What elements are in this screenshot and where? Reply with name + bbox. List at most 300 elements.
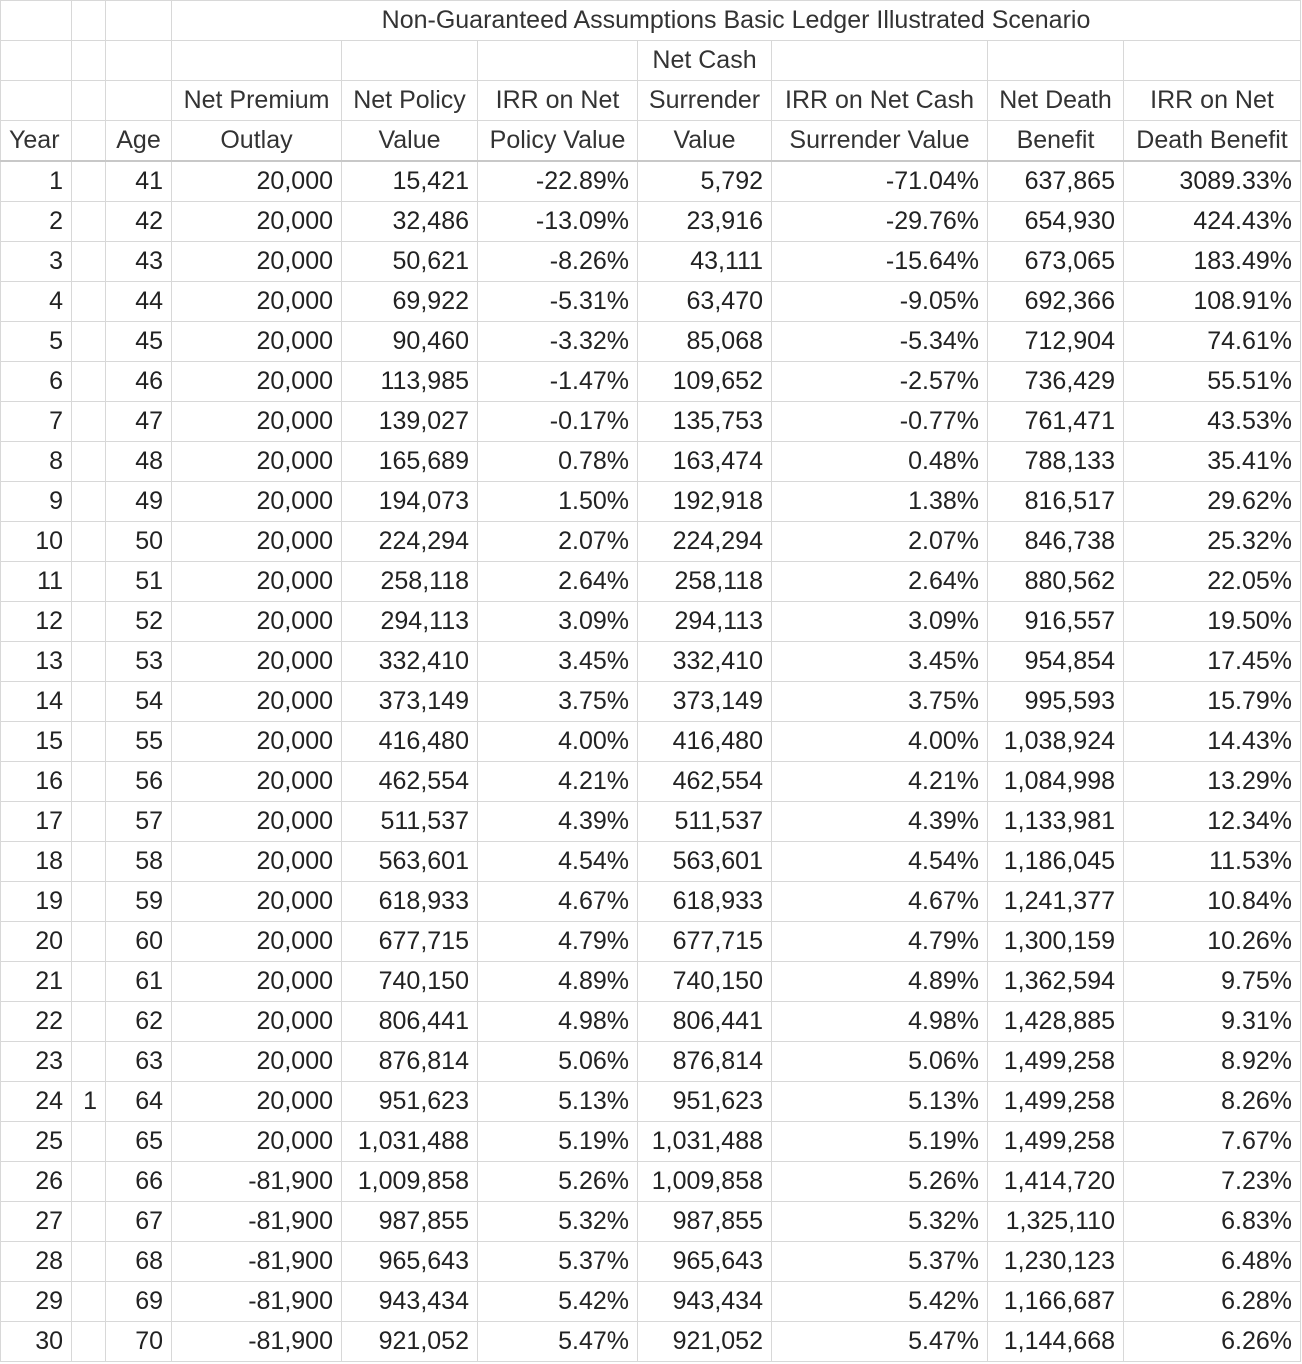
cell-net-policy-value[interactable]: 416,480 <box>342 722 478 762</box>
cell-irr-policy-value[interactable]: 3.75% <box>478 682 638 722</box>
cell-age[interactable]: 68 <box>106 1242 172 1282</box>
cell-irr-cash-surrender[interactable]: -15.64% <box>772 242 988 282</box>
cell-irr-cash-surrender[interactable]: -29.76% <box>772 202 988 242</box>
cell-year[interactable]: 8 <box>1 442 72 482</box>
cell-irr-policy-value[interactable]: 4.98% <box>478 1002 638 1042</box>
cell-net-premium[interactable]: 20,000 <box>172 282 342 322</box>
cell-irr-policy-value[interactable]: 4.89% <box>478 962 638 1002</box>
cell-irr-policy-value[interactable]: -0.17% <box>478 402 638 442</box>
cell-irr-policy-value[interactable]: -1.47% <box>478 362 638 402</box>
cell-irr-policy-value[interactable]: -8.26% <box>478 242 638 282</box>
cell-flag[interactable] <box>72 522 106 562</box>
cell-net-policy-value[interactable]: 677,715 <box>342 922 478 962</box>
cell-irr-cash-surrender[interactable]: 2.64% <box>772 562 988 602</box>
cell-irr-policy-value[interactable]: 5.37% <box>478 1242 638 1282</box>
cell-age[interactable]: 48 <box>106 442 172 482</box>
cell-net-cash-surrender[interactable]: 462,554 <box>638 762 772 802</box>
cell-net-cash-surrender[interactable]: 987,855 <box>638 1202 772 1242</box>
cell-net-death-benefit[interactable]: 1,325,110 <box>988 1202 1124 1242</box>
cell-age[interactable]: 60 <box>106 922 172 962</box>
cell-net-policy-value[interactable]: 139,027 <box>342 402 478 442</box>
cell-net-cash-surrender[interactable]: 563,601 <box>638 842 772 882</box>
cell-flag[interactable] <box>72 402 106 442</box>
cell[interactable] <box>106 41 172 81</box>
cell-irr-death-benefit[interactable]: 183.49% <box>1124 242 1301 282</box>
cell[interactable] <box>172 41 342 81</box>
cell-irr-cash-surrender[interactable]: -5.34% <box>772 322 988 362</box>
cell-net-cash-surrender[interactable]: 135,753 <box>638 402 772 442</box>
cell-net-death-benefit[interactable]: 1,241,377 <box>988 882 1124 922</box>
cell-net-cash-surrender[interactable]: 43,111 <box>638 242 772 282</box>
header-irr-policy-2[interactable]: Policy Value <box>478 121 638 162</box>
cell-net-death-benefit[interactable]: 654,930 <box>988 202 1124 242</box>
cell-age[interactable]: 63 <box>106 1042 172 1082</box>
cell-year[interactable]: 21 <box>1 962 72 1002</box>
cell-irr-cash-surrender[interactable]: 4.39% <box>772 802 988 842</box>
cell-net-policy-value[interactable]: 224,294 <box>342 522 478 562</box>
cell[interactable] <box>1124 41 1301 81</box>
cell-irr-death-benefit[interactable]: 9.75% <box>1124 962 1301 1002</box>
cell-net-death-benefit[interactable]: 1,362,594 <box>988 962 1124 1002</box>
cell-flag[interactable] <box>72 562 106 602</box>
cell-net-cash-surrender[interactable]: 921,052 <box>638 1322 772 1362</box>
cell-irr-policy-value[interactable]: 2.64% <box>478 562 638 602</box>
cell-net-death-benefit[interactable]: 736,429 <box>988 362 1124 402</box>
cell-age[interactable]: 65 <box>106 1122 172 1162</box>
cell-net-cash-surrender[interactable]: 109,652 <box>638 362 772 402</box>
cell-year[interactable]: 1 <box>1 161 72 202</box>
cell-irr-cash-surrender[interactable]: 5.19% <box>772 1122 988 1162</box>
cell-net-policy-value[interactable]: 943,434 <box>342 1282 478 1322</box>
cell-irr-death-benefit[interactable]: 17.45% <box>1124 642 1301 682</box>
cell-flag[interactable] <box>72 1002 106 1042</box>
cell-irr-cash-surrender[interactable]: -0.77% <box>772 402 988 442</box>
cell-year[interactable]: 27 <box>1 1202 72 1242</box>
cell-irr-death-benefit[interactable]: 7.23% <box>1124 1162 1301 1202</box>
cell-flag[interactable] <box>72 922 106 962</box>
cell-net-death-benefit[interactable]: 1,230,123 <box>988 1242 1124 1282</box>
cell-flag[interactable] <box>72 282 106 322</box>
cell-net-premium[interactable]: 20,000 <box>172 682 342 722</box>
cell-age[interactable]: 41 <box>106 161 172 202</box>
cell-flag[interactable] <box>72 1202 106 1242</box>
cell-net-premium[interactable]: 20,000 <box>172 842 342 882</box>
cell-irr-policy-value[interactable]: 4.21% <box>478 762 638 802</box>
header-irr-cash-1[interactable]: IRR on Net Cash <box>772 81 988 121</box>
cell-net-premium[interactable]: -81,900 <box>172 1282 342 1322</box>
cell-irr-policy-value[interactable]: 3.09% <box>478 602 638 642</box>
cell-flag[interactable] <box>72 482 106 522</box>
cell-irr-policy-value[interactable]: 4.54% <box>478 842 638 882</box>
cell-flag[interactable] <box>72 802 106 842</box>
cell[interactable] <box>106 1 172 41</box>
cell-year[interactable]: 13 <box>1 642 72 682</box>
cell-age[interactable]: 51 <box>106 562 172 602</box>
cell-net-premium[interactable]: 20,000 <box>172 722 342 762</box>
cell-net-cash-surrender[interactable]: 294,113 <box>638 602 772 642</box>
cell[interactable] <box>106 81 172 121</box>
cell-flag[interactable] <box>72 1162 106 1202</box>
cell-net-policy-value[interactable]: 50,621 <box>342 242 478 282</box>
cell-irr-death-benefit[interactable]: 13.29% <box>1124 762 1301 802</box>
cell-year[interactable]: 10 <box>1 522 72 562</box>
cell-net-premium[interactable]: 20,000 <box>172 1082 342 1122</box>
cell-net-premium[interactable]: 20,000 <box>172 442 342 482</box>
cell-net-policy-value[interactable]: 332,410 <box>342 642 478 682</box>
cell-net-premium[interactable]: 20,000 <box>172 242 342 282</box>
cell-net-policy-value[interactable]: 951,623 <box>342 1082 478 1122</box>
cell-irr-death-benefit[interactable]: 11.53% <box>1124 842 1301 882</box>
cell-net-cash-surrender[interactable]: 943,434 <box>638 1282 772 1322</box>
cell-net-policy-value[interactable]: 921,052 <box>342 1322 478 1362</box>
cell-net-death-benefit[interactable]: 673,065 <box>988 242 1124 282</box>
cell-year[interactable]: 25 <box>1 1122 72 1162</box>
cell-age[interactable]: 67 <box>106 1202 172 1242</box>
cell[interactable] <box>72 1 106 41</box>
cell-net-policy-value[interactable]: 113,985 <box>342 362 478 402</box>
cell-net-premium[interactable]: 20,000 <box>172 202 342 242</box>
cell-irr-policy-value[interactable]: 4.79% <box>478 922 638 962</box>
cell-net-policy-value[interactable]: 876,814 <box>342 1042 478 1082</box>
cell-irr-death-benefit[interactable]: 29.62% <box>1124 482 1301 522</box>
cell-net-death-benefit[interactable]: 1,414,720 <box>988 1162 1124 1202</box>
cell-net-cash-surrender[interactable]: 1,009,858 <box>638 1162 772 1202</box>
cell-irr-cash-surrender[interactable]: 5.26% <box>772 1162 988 1202</box>
header-irr-death-2[interactable]: Death Benefit <box>1124 121 1301 162</box>
cell-net-cash-surrender[interactable]: 1,031,488 <box>638 1122 772 1162</box>
cell-net-cash-surrender[interactable]: 806,441 <box>638 1002 772 1042</box>
header-net-premium-1[interactable]: Net Premium <box>172 81 342 121</box>
cell-age[interactable]: 42 <box>106 202 172 242</box>
cell-net-premium[interactable]: 20,000 <box>172 1122 342 1162</box>
cell-net-policy-value[interactable]: 32,486 <box>342 202 478 242</box>
cell-year[interactable]: 20 <box>1 922 72 962</box>
cell-irr-death-benefit[interactable]: 55.51% <box>1124 362 1301 402</box>
cell-net-premium[interactable]: 20,000 <box>172 1002 342 1042</box>
cell-net-death-benefit[interactable]: 1,499,258 <box>988 1122 1124 1162</box>
cell-irr-death-benefit[interactable]: 6.26% <box>1124 1322 1301 1362</box>
cell-age[interactable]: 55 <box>106 722 172 762</box>
cell[interactable] <box>72 121 106 162</box>
cell-net-cash-surrender[interactable]: 63,470 <box>638 282 772 322</box>
cell-net-cash-surrender[interactable]: 951,623 <box>638 1082 772 1122</box>
cell-flag[interactable] <box>72 202 106 242</box>
cell-irr-cash-surrender[interactable]: 4.00% <box>772 722 988 762</box>
cell-net-cash-surrender[interactable]: 332,410 <box>638 642 772 682</box>
cell-year[interactable]: 11 <box>1 562 72 602</box>
cell-year[interactable]: 4 <box>1 282 72 322</box>
cell-irr-cash-surrender[interactable]: 5.47% <box>772 1322 988 1362</box>
cell-net-cash-surrender[interactable]: 740,150 <box>638 962 772 1002</box>
cell-irr-death-benefit[interactable]: 74.61% <box>1124 322 1301 362</box>
cell-irr-policy-value[interactable]: 3.45% <box>478 642 638 682</box>
cell-net-death-benefit[interactable]: 692,366 <box>988 282 1124 322</box>
cell-irr-policy-value[interactable]: 5.19% <box>478 1122 638 1162</box>
cell-irr-policy-value[interactable]: 0.78% <box>478 442 638 482</box>
cell-irr-death-benefit[interactable]: 3089.33% <box>1124 161 1301 202</box>
cell-flag[interactable] <box>72 882 106 922</box>
cell-irr-death-benefit[interactable]: 424.43% <box>1124 202 1301 242</box>
cell-age[interactable]: 47 <box>106 402 172 442</box>
cell-age[interactable]: 49 <box>106 482 172 522</box>
cell-net-premium[interactable]: 20,000 <box>172 962 342 1002</box>
cell-net-policy-value[interactable]: 740,150 <box>342 962 478 1002</box>
cell-net-death-benefit[interactable]: 1,133,981 <box>988 802 1124 842</box>
cell-irr-cash-surrender[interactable]: 4.79% <box>772 922 988 962</box>
cell-net-death-benefit[interactable]: 916,557 <box>988 602 1124 642</box>
cell-net-cash-surrender[interactable]: 163,474 <box>638 442 772 482</box>
cell-irr-cash-surrender[interactable]: 3.75% <box>772 682 988 722</box>
cell-year[interactable]: 24 <box>1 1082 72 1122</box>
cell-net-policy-value[interactable]: 373,149 <box>342 682 478 722</box>
cell-year[interactable]: 5 <box>1 322 72 362</box>
cell-age[interactable]: 58 <box>106 842 172 882</box>
header-net-premium-2[interactable]: Outlay <box>172 121 342 162</box>
cell-net-cash-surrender[interactable]: 23,916 <box>638 202 772 242</box>
cell-net-death-benefit[interactable]: 1,186,045 <box>988 842 1124 882</box>
cell[interactable] <box>1 81 72 121</box>
cell-net-policy-value[interactable]: 618,933 <box>342 882 478 922</box>
cell-irr-cash-surrender[interactable]: 4.89% <box>772 962 988 1002</box>
header-irr-death-1[interactable]: IRR on Net <box>1124 81 1301 121</box>
cell-irr-death-benefit[interactable]: 10.26% <box>1124 922 1301 962</box>
cell-irr-cash-surrender[interactable]: 2.07% <box>772 522 988 562</box>
cell-irr-cash-surrender[interactable]: 4.54% <box>772 842 988 882</box>
cell-net-death-benefit[interactable]: 995,593 <box>988 682 1124 722</box>
cell-net-death-benefit[interactable]: 954,854 <box>988 642 1124 682</box>
cell-net-death-benefit[interactable]: 1,166,687 <box>988 1282 1124 1322</box>
cell-net-premium[interactable]: -81,900 <box>172 1162 342 1202</box>
cell-flag[interactable] <box>72 161 106 202</box>
cell-age[interactable]: 54 <box>106 682 172 722</box>
cell-year[interactable]: 18 <box>1 842 72 882</box>
cell-irr-death-benefit[interactable]: 10.84% <box>1124 882 1301 922</box>
cell-net-death-benefit[interactable]: 1,038,924 <box>988 722 1124 762</box>
cell-net-death-benefit[interactable]: 1,499,258 <box>988 1082 1124 1122</box>
cell-year[interactable]: 26 <box>1 1162 72 1202</box>
cell-irr-policy-value[interactable]: 2.07% <box>478 522 638 562</box>
cell-irr-policy-value[interactable]: 4.39% <box>478 802 638 842</box>
cell-net-policy-value[interactable]: 258,118 <box>342 562 478 602</box>
cell-flag[interactable] <box>72 642 106 682</box>
cell-irr-policy-value[interactable]: 5.13% <box>478 1082 638 1122</box>
cell-flag[interactable] <box>72 1322 106 1362</box>
cell-irr-policy-value[interactable]: 5.47% <box>478 1322 638 1362</box>
cell-flag[interactable] <box>72 602 106 642</box>
cell-age[interactable]: 53 <box>106 642 172 682</box>
cell-net-cash-surrender[interactable]: 5,792 <box>638 161 772 202</box>
cell-net-policy-value[interactable]: 965,643 <box>342 1242 478 1282</box>
cell-net-policy-value[interactable]: 194,073 <box>342 482 478 522</box>
cell-net-death-benefit[interactable]: 880,562 <box>988 562 1124 602</box>
cell-flag[interactable] <box>72 962 106 1002</box>
cell-net-policy-value[interactable]: 563,601 <box>342 842 478 882</box>
cell-age[interactable]: 70 <box>106 1322 172 1362</box>
cell-irr-policy-value[interactable]: 5.26% <box>478 1162 638 1202</box>
cell-year[interactable]: 28 <box>1 1242 72 1282</box>
header-net-cash-3[interactable]: Value <box>638 121 772 162</box>
cell-irr-death-benefit[interactable]: 14.43% <box>1124 722 1301 762</box>
cell-irr-death-benefit[interactable]: 7.67% <box>1124 1122 1301 1162</box>
cell-irr-cash-surrender[interactable]: 5.37% <box>772 1242 988 1282</box>
cell-flag[interactable] <box>72 322 106 362</box>
cell-age[interactable]: 52 <box>106 602 172 642</box>
cell-age[interactable]: 50 <box>106 522 172 562</box>
cell-irr-policy-value[interactable]: 5.32% <box>478 1202 638 1242</box>
cell-flag[interactable] <box>72 762 106 802</box>
cell-age[interactable]: 56 <box>106 762 172 802</box>
cell-net-cash-surrender[interactable]: 677,715 <box>638 922 772 962</box>
cell-irr-cash-surrender[interactable]: 3.45% <box>772 642 988 682</box>
cell-flag[interactable] <box>72 1282 106 1322</box>
cell-net-death-benefit[interactable]: 1,084,998 <box>988 762 1124 802</box>
cell-net-cash-surrender[interactable]: 965,643 <box>638 1242 772 1282</box>
cell-irr-policy-value[interactable]: -3.32% <box>478 322 638 362</box>
cell-year[interactable]: 6 <box>1 362 72 402</box>
cell-flag[interactable] <box>72 1042 106 1082</box>
cell-net-death-benefit[interactable]: 788,133 <box>988 442 1124 482</box>
cell-net-death-benefit[interactable]: 1,428,885 <box>988 1002 1124 1042</box>
cell-net-policy-value[interactable]: 294,113 <box>342 602 478 642</box>
cell-age[interactable]: 61 <box>106 962 172 1002</box>
cell-net-cash-surrender[interactable]: 85,068 <box>638 322 772 362</box>
cell-net-premium[interactable]: 20,000 <box>172 322 342 362</box>
cell-irr-policy-value[interactable]: -22.89% <box>478 161 638 202</box>
cell[interactable] <box>1 41 72 81</box>
cell-irr-policy-value[interactable]: 4.67% <box>478 882 638 922</box>
header-net-policy-1[interactable]: Net Policy <box>342 81 478 121</box>
cell-irr-cash-surrender[interactable]: 5.13% <box>772 1082 988 1122</box>
cell-irr-policy-value[interactable]: -13.09% <box>478 202 638 242</box>
cell-irr-death-benefit[interactable]: 25.32% <box>1124 522 1301 562</box>
cell-net-policy-value[interactable]: 806,441 <box>342 1002 478 1042</box>
cell-year[interactable]: 14 <box>1 682 72 722</box>
cell[interactable] <box>72 41 106 81</box>
cell-age[interactable]: 44 <box>106 282 172 322</box>
cell-net-premium[interactable]: 20,000 <box>172 1042 342 1082</box>
cell-year[interactable]: 29 <box>1 1282 72 1322</box>
cell-net-premium[interactable]: 20,000 <box>172 402 342 442</box>
cell-net-cash-surrender[interactable]: 192,918 <box>638 482 772 522</box>
cell-flag[interactable]: 1 <box>72 1082 106 1122</box>
cell-year[interactable]: 7 <box>1 402 72 442</box>
cell-year[interactable]: 16 <box>1 762 72 802</box>
cell-year[interactable]: 23 <box>1 1042 72 1082</box>
cell-net-premium[interactable]: 20,000 <box>172 482 342 522</box>
cell-year[interactable]: 12 <box>1 602 72 642</box>
cell-age[interactable]: 62 <box>106 1002 172 1042</box>
header-net-cash-2[interactable]: Surrender <box>638 81 772 121</box>
cell-net-premium[interactable]: 20,000 <box>172 642 342 682</box>
cell-irr-cash-surrender[interactable]: -71.04% <box>772 161 988 202</box>
cell[interactable] <box>342 41 478 81</box>
cell-net-policy-value[interactable]: 511,537 <box>342 802 478 842</box>
cell[interactable] <box>72 81 106 121</box>
cell-irr-cash-surrender[interactable]: 5.32% <box>772 1202 988 1242</box>
cell-age[interactable]: 43 <box>106 242 172 282</box>
cell-year[interactable]: 15 <box>1 722 72 762</box>
cell-net-premium[interactable]: -81,900 <box>172 1242 342 1282</box>
cell-net-premium[interactable]: 20,000 <box>172 362 342 402</box>
cell-irr-death-benefit[interactable]: 12.34% <box>1124 802 1301 842</box>
cell-irr-death-benefit[interactable]: 19.50% <box>1124 602 1301 642</box>
header-net-death-2[interactable]: Benefit <box>988 121 1124 162</box>
cell-year[interactable]: 2 <box>1 202 72 242</box>
cell-year[interactable]: 19 <box>1 882 72 922</box>
cell-age[interactable]: 64 <box>106 1082 172 1122</box>
cell-irr-cash-surrender[interactable]: 1.38% <box>772 482 988 522</box>
cell-net-cash-surrender[interactable]: 224,294 <box>638 522 772 562</box>
cell-irr-cash-surrender[interactable]: 4.67% <box>772 882 988 922</box>
sheet-title[interactable]: Non-Guaranteed Assumptions Basic Ledger Illustrated Scenario <box>172 1 1301 41</box>
cell-flag[interactable] <box>72 1122 106 1162</box>
cell-net-cash-surrender[interactable]: 876,814 <box>638 1042 772 1082</box>
cell-net-death-benefit[interactable]: 1,499,258 <box>988 1042 1124 1082</box>
cell-year[interactable]: 3 <box>1 242 72 282</box>
cell-net-premium[interactable]: 20,000 <box>172 522 342 562</box>
cell-irr-policy-value[interactable]: -5.31% <box>478 282 638 322</box>
cell-flag[interactable] <box>72 842 106 882</box>
cell-irr-death-benefit[interactable]: 108.91% <box>1124 282 1301 322</box>
cell-flag[interactable] <box>72 362 106 402</box>
cell[interactable] <box>478 41 638 81</box>
cell-net-premium[interactable]: 20,000 <box>172 802 342 842</box>
cell-net-premium[interactable]: 20,000 <box>172 922 342 962</box>
header-year[interactable]: Year <box>1 121 72 162</box>
cell-net-cash-surrender[interactable]: 511,537 <box>638 802 772 842</box>
cell-flag[interactable] <box>72 442 106 482</box>
cell-flag[interactable] <box>72 682 106 722</box>
cell-year[interactable]: 17 <box>1 802 72 842</box>
cell-irr-death-benefit[interactable]: 22.05% <box>1124 562 1301 602</box>
cell-irr-cash-surrender[interactable]: 5.42% <box>772 1282 988 1322</box>
cell-irr-cash-surrender[interactable]: 0.48% <box>772 442 988 482</box>
cell-net-cash-surrender[interactable]: 373,149 <box>638 682 772 722</box>
cell-age[interactable]: 59 <box>106 882 172 922</box>
cell-irr-policy-value[interactable]: 5.42% <box>478 1282 638 1322</box>
cell-irr-policy-value[interactable]: 4.00% <box>478 722 638 762</box>
cell-irr-death-benefit[interactable]: 6.83% <box>1124 1202 1301 1242</box>
cell-irr-death-benefit[interactable]: 15.79% <box>1124 682 1301 722</box>
cell-irr-death-benefit[interactable]: 8.92% <box>1124 1042 1301 1082</box>
cell-net-policy-value[interactable]: 987,855 <box>342 1202 478 1242</box>
cell-irr-death-benefit[interactable]: 9.31% <box>1124 1002 1301 1042</box>
cell-net-premium[interactable]: -81,900 <box>172 1322 342 1362</box>
cell-flag[interactable] <box>72 722 106 762</box>
cell-net-death-benefit[interactable]: 637,865 <box>988 161 1124 202</box>
cell-irr-policy-value[interactable]: 5.06% <box>478 1042 638 1082</box>
cell-net-cash-surrender[interactable]: 618,933 <box>638 882 772 922</box>
cell-net-policy-value[interactable]: 462,554 <box>342 762 478 802</box>
cell-flag[interactable] <box>72 1242 106 1282</box>
cell-net-death-benefit[interactable]: 761,471 <box>988 402 1124 442</box>
cell-age[interactable]: 66 <box>106 1162 172 1202</box>
cell-irr-cash-surrender[interactable]: -9.05% <box>772 282 988 322</box>
header-net-policy-2[interactable]: Value <box>342 121 478 162</box>
cell-irr-cash-surrender[interactable]: 5.06% <box>772 1042 988 1082</box>
cell-net-policy-value[interactable]: 165,689 <box>342 442 478 482</box>
cell-net-death-benefit[interactable]: 846,738 <box>988 522 1124 562</box>
cell-net-premium[interactable]: 20,000 <box>172 161 342 202</box>
cell[interactable] <box>1 1 72 41</box>
cell-net-policy-value[interactable]: 90,460 <box>342 322 478 362</box>
cell-irr-policy-value[interactable]: 1.50% <box>478 482 638 522</box>
cell-net-cash-surrender[interactable]: 416,480 <box>638 722 772 762</box>
cell-year[interactable]: 30 <box>1 1322 72 1362</box>
cell-net-premium[interactable]: -81,900 <box>172 1202 342 1242</box>
cell-net-death-benefit[interactable]: 1,300,159 <box>988 922 1124 962</box>
cell-net-policy-value[interactable]: 1,031,488 <box>342 1122 478 1162</box>
